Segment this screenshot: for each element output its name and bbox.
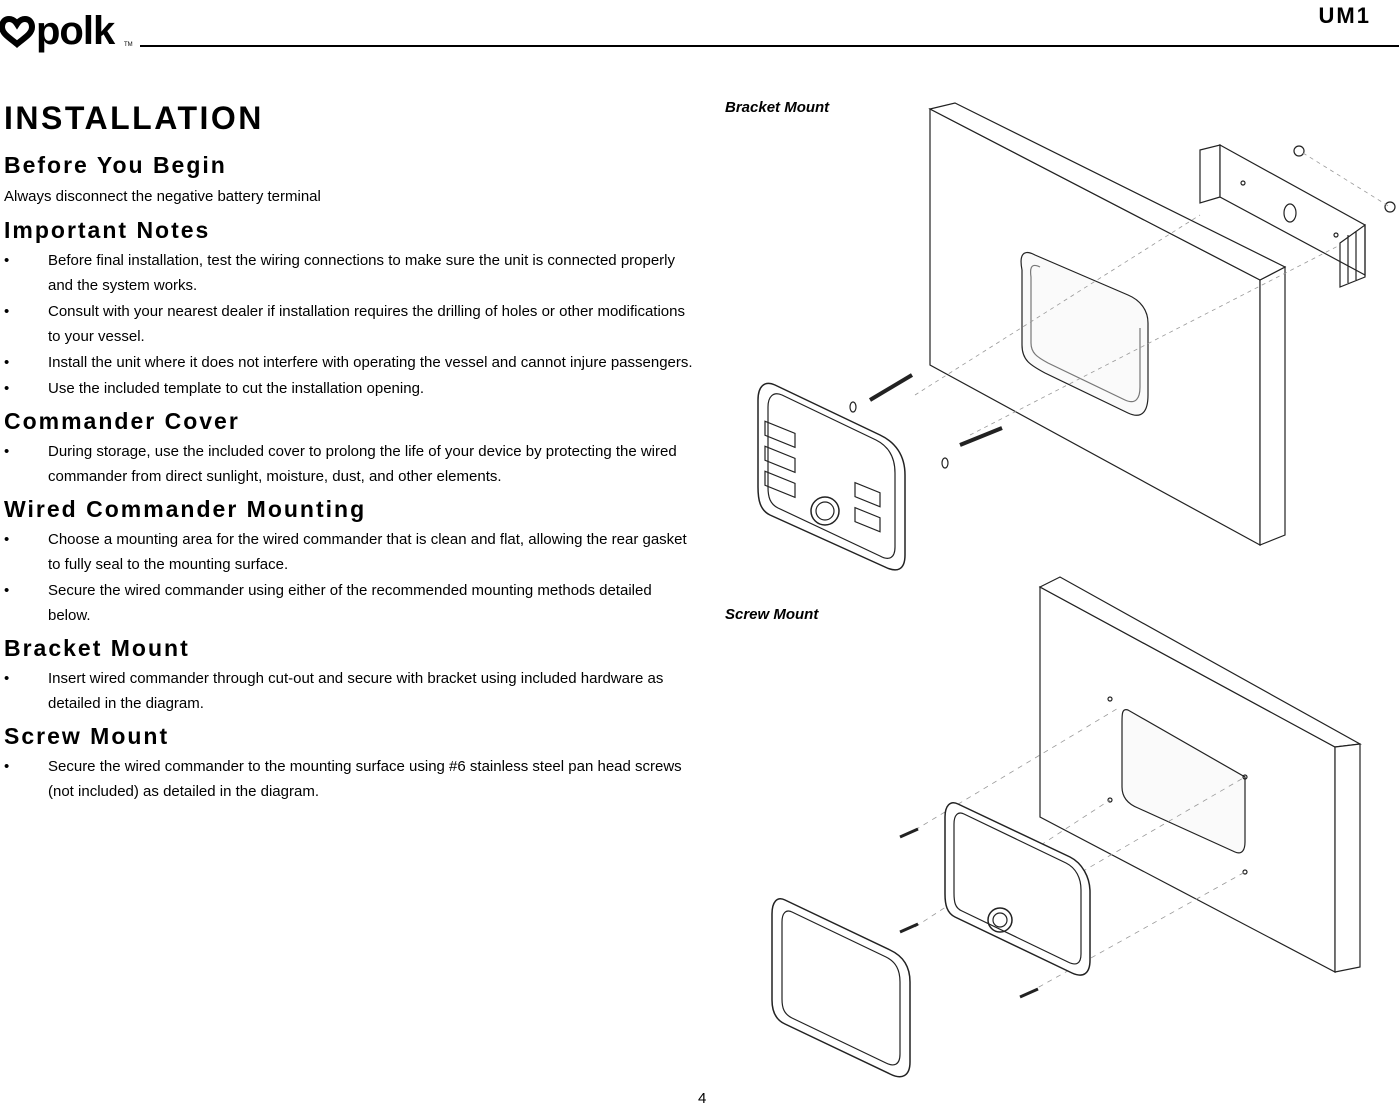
instructions-column <box>4 96 694 807</box>
section-heading: Wired Commander Mounting <box>4 496 367 522</box>
page-title: INSTALLATION <box>4 100 264 136</box>
section-heading: Important Notes <box>4 217 211 243</box>
section-heading: Commander Cover <box>4 408 240 434</box>
section-heading: Screw Mount <box>4 723 170 749</box>
polk-logo <box>0 8 140 66</box>
section-text: Always disconnect the negative battery terminal <box>4 188 321 205</box>
list-item: • Choose a mounting area for the wired commander that is clean and flat, allowing the rear gasket to fully seal to the mounting surface. <box>4 527 694 577</box>
list-item: • Install the unit where it does not interfere with operating the vessel and cannot injure passengers. <box>4 350 694 375</box>
section-heading: Bracket Mount <box>4 635 190 661</box>
bracket-mount-label: Bracket Mount <box>725 99 830 116</box>
bullet-list <box>4 527 694 628</box>
screw-mount-label: Screw Mount <box>725 606 819 623</box>
screw-mount-diagram <box>700 572 1399 1082</box>
bullet-list <box>4 248 694 401</box>
section-heading: Before You Begin <box>4 152 227 178</box>
bullet-list <box>4 754 694 804</box>
svg-text:polk: polk <box>36 9 115 53</box>
list-item: • Secure the wired commander to the mounting surface using #6 stainless steel pan head screws (not included) as detailed in the diagram. <box>4 754 694 804</box>
list-item: • Before final installation, test the wiring connections to make sure the unit is connected properly and the system works. <box>4 248 694 298</box>
header-rule <box>140 45 1399 47</box>
bullet-list <box>4 439 694 489</box>
bullet-list <box>4 666 694 716</box>
bracket-mount-diagram <box>700 95 1399 580</box>
list-item: • Insert wired commander through cut-out and secure with bracket using included hardware as detailed in the diagram. <box>4 666 694 716</box>
list-item: • During storage, use the included cover to prolong the life of your device by protecting the wired commander from direct sunlight, moisture, dust, and other elements. <box>4 439 694 489</box>
svg-text:TM: TM <box>124 42 133 48</box>
model-name: UM1 <box>1318 3 1371 28</box>
page-number: 4 <box>698 1090 707 1107</box>
list-item: • Use the included template to cut the installation opening. <box>4 376 694 401</box>
list-item: • Consult with your nearest dealer if installation requires the drilling of holes or other modifications to your vessel. <box>4 299 694 349</box>
list-item: • Secure the wired commander using either of the recommended mounting methods detailed below. <box>4 578 694 628</box>
